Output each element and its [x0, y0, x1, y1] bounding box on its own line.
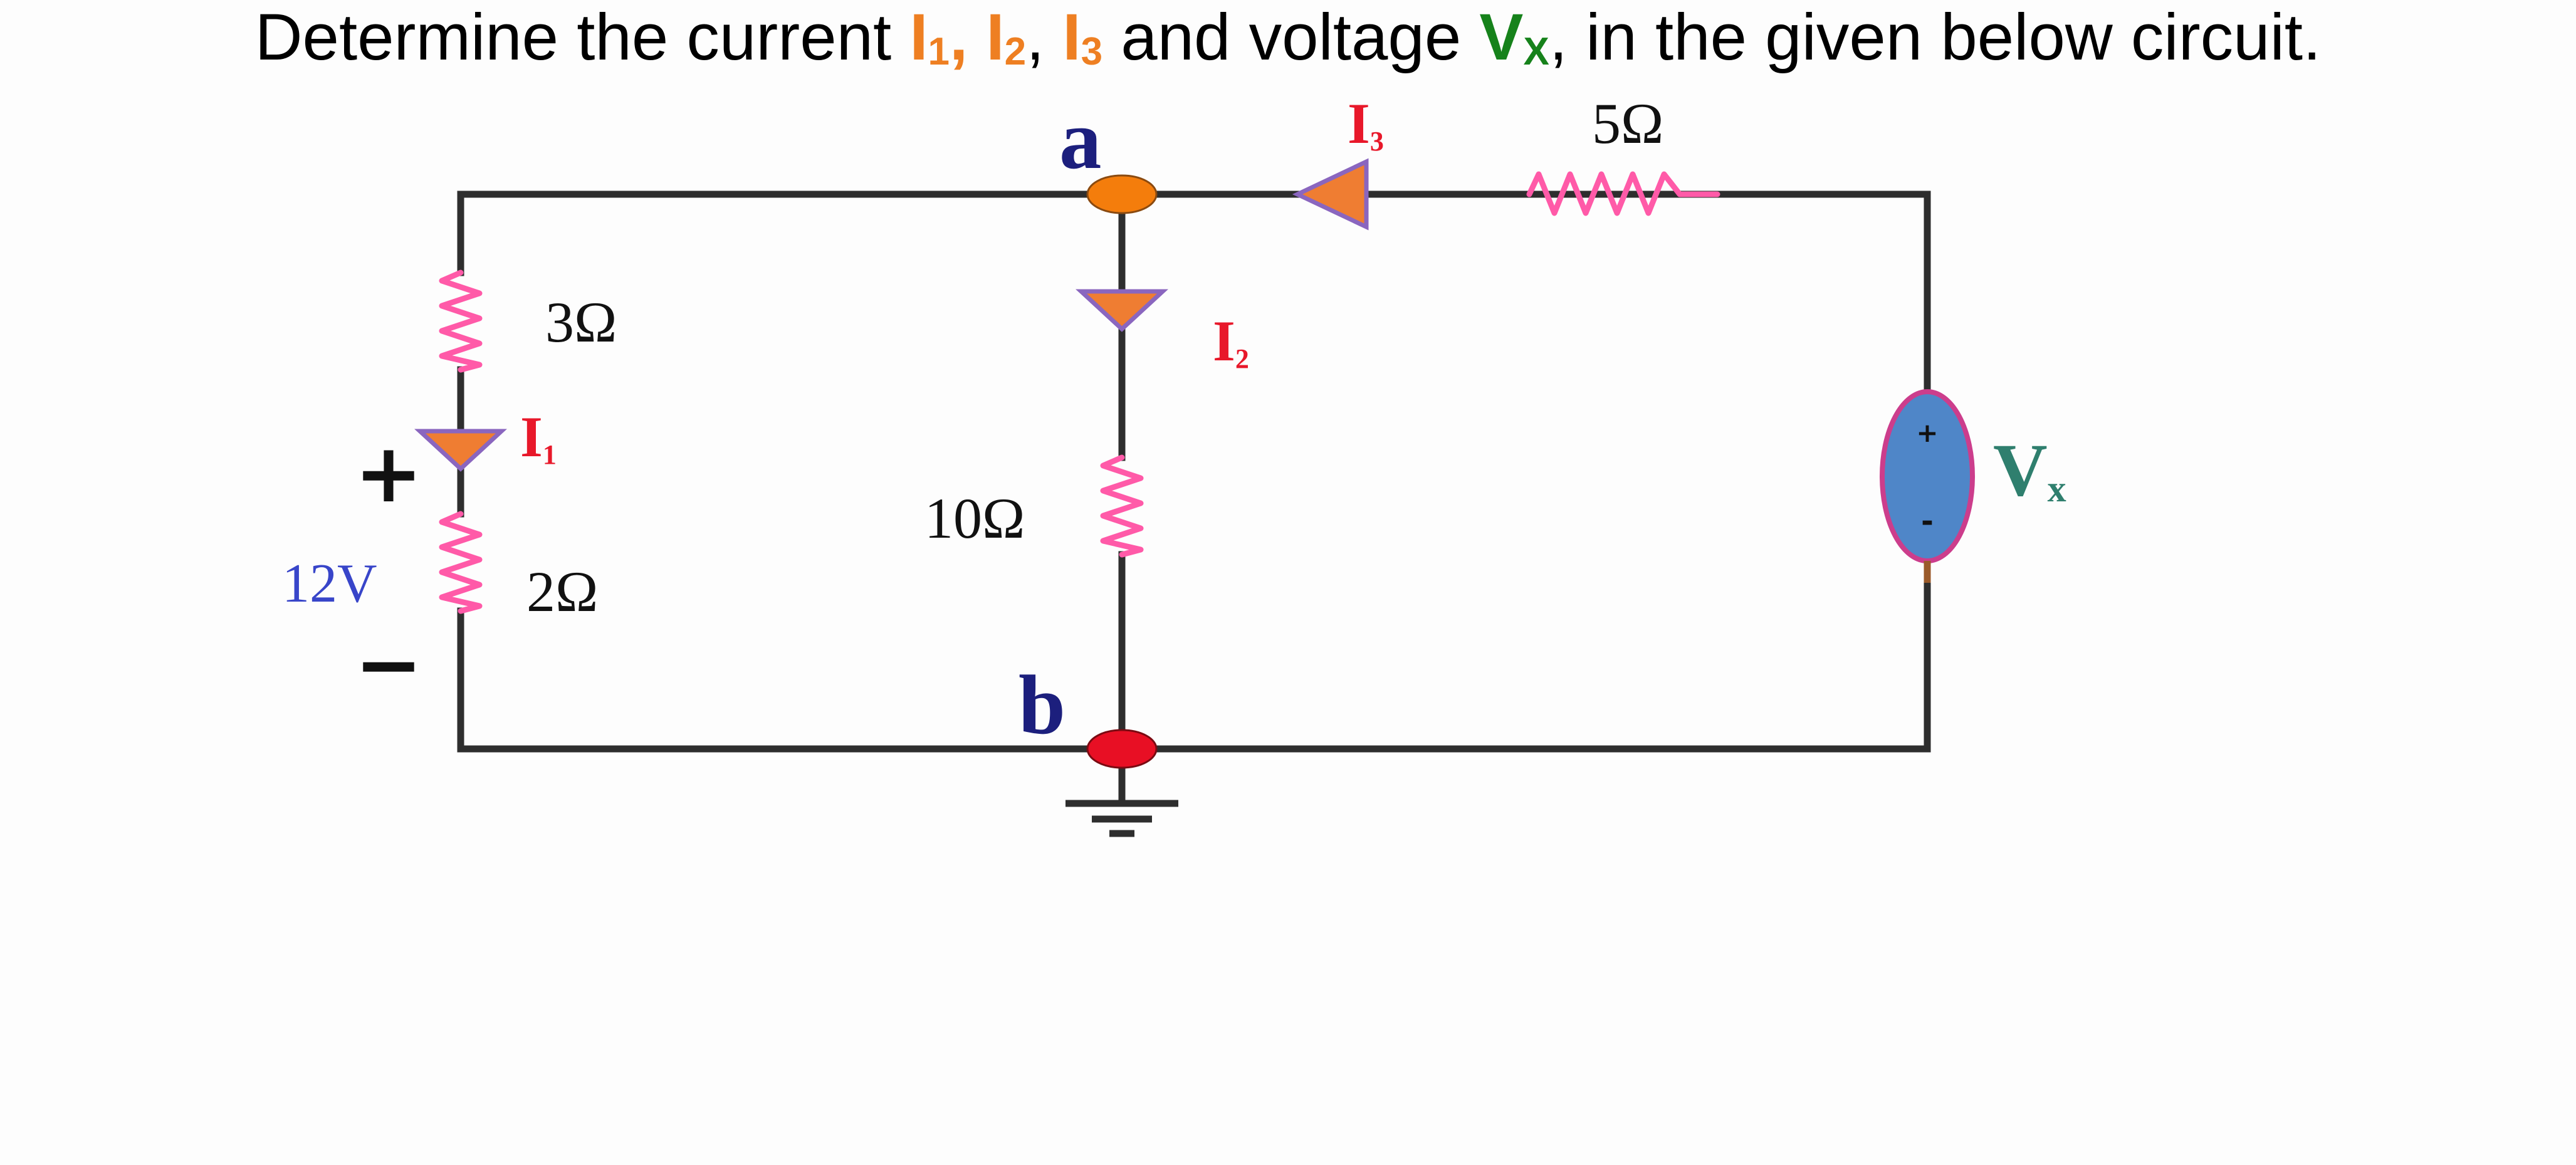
current-label-i3: I3 [1348, 91, 1384, 157]
node-b-label: b [1018, 659, 1066, 752]
resistor-5ohm-label: 5Ω [1592, 91, 1664, 155]
resistor-2ohm-label: 2Ω [526, 560, 599, 624]
vx-minus-sign: - [1921, 504, 1934, 539]
vx-plus-sign: + [1916, 417, 1939, 448]
vx-label: Vx [1993, 428, 2066, 511]
resistor-2ohm [442, 514, 479, 611]
source-voltage-label: 12V [282, 553, 377, 614]
title-vx: $V_X$ [1479, 1, 1549, 74]
title-comma-2: , [1026, 1, 1063, 74]
current-arrow-i2 [1081, 291, 1163, 329]
title-middle: and voltage [1102, 1, 1480, 74]
resistor-10ohm [1103, 457, 1141, 555]
node-a-label: a [1059, 93, 1102, 187]
resistor-10ohm-label: 10Ω [924, 486, 1025, 550]
title-suffix: , in the given below circuit. [1549, 1, 2322, 74]
ground-symbol [1065, 803, 1178, 833]
source-minus-sign: − [354, 617, 423, 712]
current-label-i2: I2 [1213, 309, 1249, 374]
resistor-3ohm [442, 273, 479, 370]
title-prefix: Determine the current [254, 1, 910, 74]
title-i2: $I_2$ [986, 1, 1027, 74]
title-i3: $I_3$ [1062, 1, 1103, 74]
title-comma-1: , [950, 1, 987, 74]
current-arrow-i1 [420, 431, 501, 469]
current-label-i1: I1 [520, 405, 557, 470]
resistor-3ohm-label: 3Ω [545, 290, 617, 354]
source-plus-sign: + [354, 426, 423, 521]
node-b-dot [1087, 730, 1156, 768]
title-i1: $I_1$ [909, 1, 950, 74]
current-arrow-i3 [1297, 162, 1366, 227]
wires [461, 194, 1927, 802]
